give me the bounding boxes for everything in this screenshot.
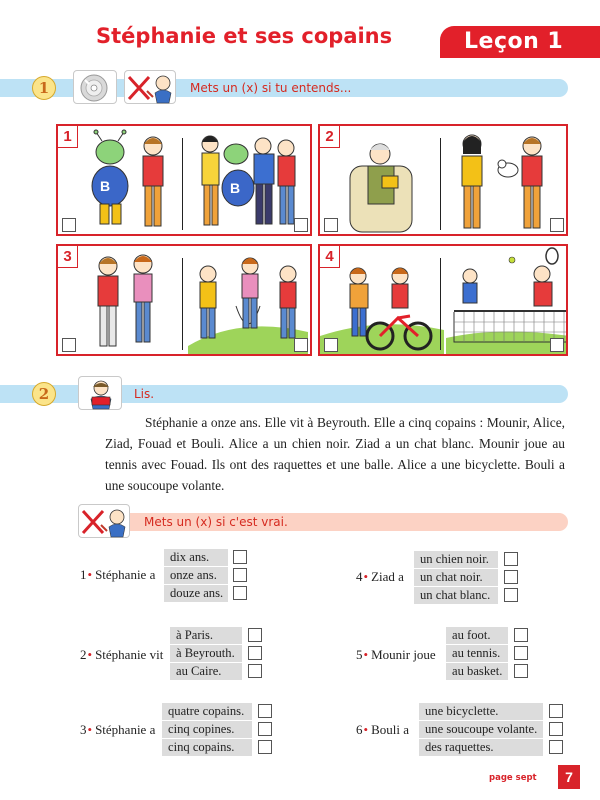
alien-and-girl-illustration — [58, 126, 312, 236]
question-3-label: 3• Stéphanie a — [80, 722, 156, 737]
question-4-label: 4• Ziad a — [356, 569, 404, 584]
answer-checkbox[interactable] — [62, 218, 76, 232]
answer-option: un chat noir. — [414, 569, 498, 586]
bicycle-and-tennis-illustration — [320, 246, 568, 356]
question-2-label: 2• Stéphanie vit — [80, 647, 164, 662]
exercise-1-instruction: Mets un (x) si tu entends... — [190, 81, 352, 95]
answer-option: onze ans. — [164, 567, 228, 584]
answer-checkbox[interactable] — [324, 338, 338, 352]
answer-checkbox[interactable] — [233, 586, 247, 600]
lesson-tab: Leçon 1 — [440, 26, 600, 58]
page-label: page sept — [489, 773, 537, 783]
exercise-2-number: 2 — [32, 382, 56, 406]
mark-x-icon — [78, 504, 130, 538]
answer-option: cinq copains. — [162, 739, 252, 756]
answer-checkbox[interactable] — [248, 664, 262, 678]
answer-checkbox[interactable] — [233, 550, 247, 564]
question-6-label: 6• Bouli a — [356, 722, 409, 737]
alien-letter: B — [100, 178, 111, 194]
answer-option: à Paris. — [170, 627, 242, 644]
reading-passage: Stéphanie a onze ans. Elle vit à Beyrouth. Elle a cinq copains : Mounir, Alice, Ziad, Fouad et Bouli. Alice a un chien noir. Ziad a un chat blanc. Mounir joue au tennis avec Fouad. Ils ont des raquettes et une balle. Alice a une bicyclette. Bouli a une soucoupe volante. — [105, 415, 565, 493]
answer-option: au basket. — [446, 663, 508, 680]
answer-checkbox[interactable] — [514, 664, 528, 678]
answer-option: un chat blanc. — [414, 587, 498, 604]
answer-checkbox[interactable] — [550, 218, 564, 232]
answer-checkbox[interactable] — [62, 338, 76, 352]
answer-checkbox[interactable] — [294, 338, 308, 352]
picture-panel-4 — [318, 244, 568, 356]
answer-option: un chien noir. — [414, 551, 498, 568]
panel-number: 3 — [58, 246, 78, 268]
grandmother-and-dog-illustration — [320, 126, 568, 236]
answer-option: à Beyrouth. — [170, 645, 242, 662]
answer-checkbox[interactable] — [514, 646, 528, 660]
answer-checkbox[interactable] — [248, 646, 262, 660]
children-jumping-rope-illustration — [58, 246, 312, 356]
page-title: Stéphanie et ses copains — [96, 24, 393, 48]
panel-number: 1 — [58, 126, 78, 148]
answer-checkbox[interactable] — [504, 570, 518, 584]
answer-option: dix ans. — [164, 549, 228, 566]
exercise-2-instruction: Lis. — [134, 387, 155, 401]
cd-icon — [73, 70, 117, 104]
answer-checkbox[interactable] — [549, 722, 563, 736]
answer-checkbox[interactable] — [248, 628, 262, 642]
answer-option: au Caire. — [170, 663, 242, 680]
answer-checkbox[interactable] — [550, 338, 564, 352]
picture-panel-2 — [318, 124, 568, 236]
exercise-1-number: 1 — [32, 76, 56, 100]
reading-boy-icon — [78, 376, 122, 410]
panel-number: 2 — [320, 126, 340, 148]
panel-divider — [440, 258, 441, 350]
answer-option: une soucoupe volante. — [419, 721, 543, 738]
picture-panel-1 — [56, 124, 312, 236]
answer-checkbox[interactable] — [258, 740, 272, 754]
answer-checkbox[interactable] — [324, 218, 338, 232]
answer-checkbox[interactable] — [294, 218, 308, 232]
exercise-3-instruction: Mets un (x) si c'est vrai. — [144, 515, 288, 529]
page-number: 7 — [558, 765, 580, 789]
alien-letter: B — [230, 180, 241, 196]
question-1-label: 1• Stéphanie a — [80, 567, 156, 582]
answer-checkbox[interactable] — [549, 740, 563, 754]
mark-x-icon — [124, 70, 176, 104]
panel-divider — [182, 258, 183, 350]
panel-divider — [440, 138, 441, 230]
answer-checkbox[interactable] — [233, 568, 247, 582]
answer-option: au tennis. — [446, 645, 508, 662]
answer-option: des raquettes. — [419, 739, 543, 756]
answer-option: une bicyclette. — [419, 703, 543, 720]
answer-option: quatre copains. — [162, 703, 252, 720]
question-5-label: 5• Mounir joue — [356, 647, 436, 662]
answer-option: au foot. — [446, 627, 508, 644]
answer-option: douze ans. — [164, 585, 228, 602]
answer-checkbox[interactable] — [504, 588, 518, 602]
panel-divider — [182, 138, 183, 230]
panel-number: 4 — [320, 246, 340, 268]
answer-checkbox[interactable] — [549, 704, 563, 718]
answer-checkbox[interactable] — [504, 552, 518, 566]
picture-panel-3 — [56, 244, 312, 356]
answer-checkbox[interactable] — [258, 704, 272, 718]
answer-option: cinq copines. — [162, 721, 252, 738]
answer-checkbox[interactable] — [258, 722, 272, 736]
answer-checkbox[interactable] — [514, 628, 528, 642]
